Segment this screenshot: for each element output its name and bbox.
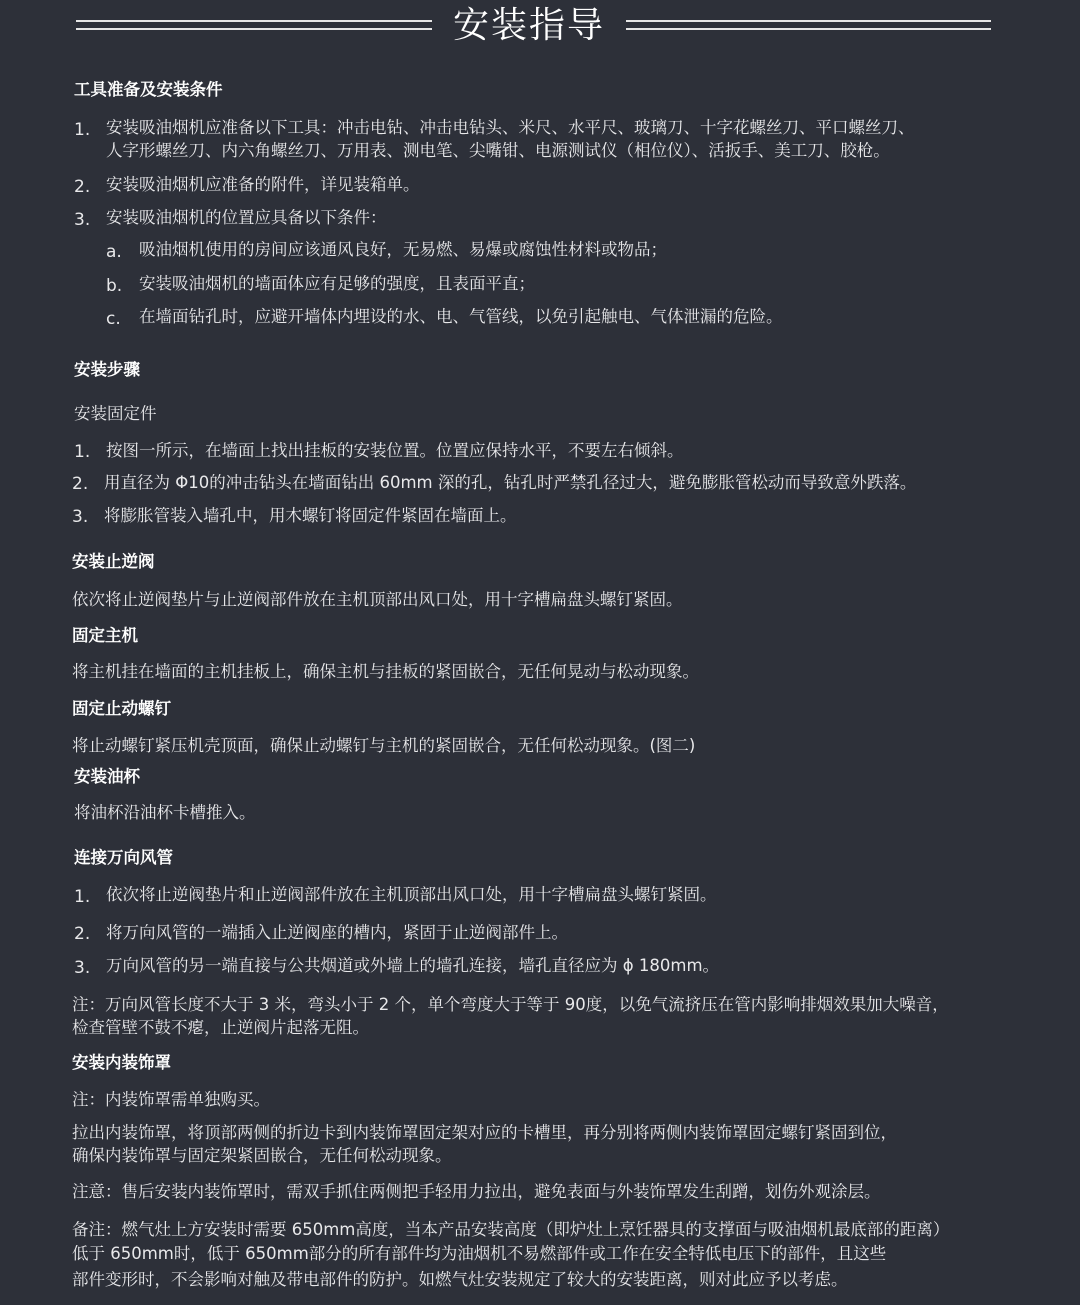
section-heading-fix-main-unit: 固定主机 (72, 626, 138, 645)
section-heading-oil-cup: 安装油杯 (74, 767, 140, 786)
list-item-text: 依次将止逆阀垫片和止逆阀部件放在主机顶部出风口处，用十字槽扁盘头螺钉紧固。 (106, 885, 717, 904)
sublist-letter: c. (106, 309, 121, 329)
paragraph: 拉出内装饰罩，将顶部两侧的折边卡到内装饰罩固定架对应的卡槽里，再分别将两侧内装饰罩固定螺钉紧固到位， (72, 1123, 897, 1142)
list-number: 3. (74, 210, 91, 230)
section-heading-steps: 安装步骤 (74, 360, 140, 379)
list-item-text: 安装吸油烟机的位置应具备以下条件： (106, 208, 387, 227)
section-heading-check-valve: 安装止逆阀 (72, 552, 155, 571)
note-text-continued: 检查管壁不鼓不瘪，止逆阀片起落无阻。 (72, 1018, 369, 1037)
paragraph: 将油杯沿油杯卡槽推入。 (74, 803, 256, 822)
remark-text-continued: 低于 650mm时，低于 650mm部分的所有部件均为油烟机不易燃部件或工作在安全特低电压下的部件，且这些 (72, 1244, 887, 1263)
remark-text: 备注：燃气灶上方安装时需要 650mm高度，当本产品安装高度（即炉灶上烹饪器具的支撑面与吸油烟机最底部的距离） (72, 1220, 950, 1239)
list-item-text: 将膨胀管装入墙孔中，用木螺钉将固定件紧固在墙面上。 (104, 506, 517, 525)
page-header (0, 0, 1080, 60)
title-rule-right (626, 20, 991, 30)
note-text: 注：内装饰罩需单独购买。 (72, 1090, 270, 1109)
list-number: 1. (74, 120, 91, 140)
section-heading-duct: 连接万向风管 (74, 848, 173, 867)
subsection-heading: 安装固定件 (74, 404, 157, 423)
list-number: 3. (72, 507, 89, 527)
section-heading-stop-screw: 固定止动螺钉 (72, 699, 171, 718)
list-item-text: 万向风管的另一端直接与公共烟道或外墙上的墙孔连接，墙孔直径应为 ɸ 180mm。 (106, 956, 720, 975)
paragraph: 将止动螺钉紧压机壳顶面，确保止动螺钉与主机的紧固嵌合，无任何松动现象。(图二) (72, 736, 696, 755)
list-item-text-continued: 人字形螺丝刀、内六角螺丝刀、万用表、测电笔、尖嘴钳、电源测试仪（相位仪）、活扳手、美工刀、胶枪。 (106, 141, 890, 160)
list-item-text: 将万向风管的一端插入止逆阀座的槽内，紧固于止逆阀部件上。 (106, 923, 568, 942)
remark-text-continued: 部件变形时，不会影响对触及带电部件的防护。如燃气灶安装规定了较大的安装距离，则对此应予以考虑。 (72, 1270, 848, 1289)
note-text: 注：万向风管长度不大于 3 米，弯头小于 2 个，单个弯度大于等于 90度，以免气流挤压在管内影响排烟效果加大噪音， (72, 995, 949, 1014)
sublist-item-text: 安装吸油烟机的墙面体应有足够的强度，且表面平直； (139, 274, 535, 293)
list-number: 2. (72, 474, 89, 494)
list-item-text: 用直径为 Φ10的冲击钻头在墙面钻出 60mm 深的孔，钻孔时严禁孔径过大，避免膨胀管松动而导致意外跌落。 (104, 473, 917, 492)
list-item-text: 按图一所示，在墙面上找出挂板的安装位置。位置应保持水平，不要左右倾斜。 (106, 441, 684, 460)
paragraph: 依次将止逆阀垫片与止逆阀部件放在主机顶部出风口处，用十字槽扁盘头螺钉紧固。 (72, 590, 683, 609)
sublist-letter: a. (106, 242, 122, 262)
caution-text: 注意：售后安装内装饰罩时，需双手抓住两侧把手轻用力拉出，避免表面与外装饰罩发生刮蹭，划伤外观涂层。 (72, 1182, 881, 1201)
list-number: 2. (74, 177, 91, 197)
list-item-text: 安装吸油烟机应准备以下工具：冲击电钻、冲击电钻头、米尺、水平尺、玻璃刀、十字花螺丝刀、平口螺丝刀、 (106, 118, 915, 137)
sublist-letter: b. (106, 276, 123, 296)
list-item-text: 安装吸油烟机应准备的附件，详见装箱单。 (106, 175, 420, 194)
page-title: 安装指导 (452, 5, 605, 46)
list-number: 1. (74, 442, 91, 462)
list-number: 3. (74, 958, 91, 978)
paragraph-continued: 确保内装饰罩与固定架紧固嵌合，无任何松动现象。 (72, 1146, 452, 1165)
paragraph: 将主机挂在墙面的主机挂板上，确保主机与挂板的紧固嵌合，无任何晃动与松动现象。 (72, 662, 699, 681)
sublist-item-text: 在墙面钻孔时，应避开墙体内埋设的水、电、气管线，以免引起触电、气体泄漏的危险。 (139, 307, 783, 326)
list-number: 1. (74, 887, 91, 907)
section-heading-inner-cover: 安装内装饰罩 (72, 1053, 171, 1072)
title-rule-left (76, 20, 432, 30)
sublist-item-text: 吸油烟机使用的房间应该通风良好，无易燃、易爆或腐蚀性材料或物品； (139, 240, 667, 259)
list-number: 2. (74, 924, 91, 944)
section-heading-tools: 工具准备及安装条件 (74, 80, 223, 99)
